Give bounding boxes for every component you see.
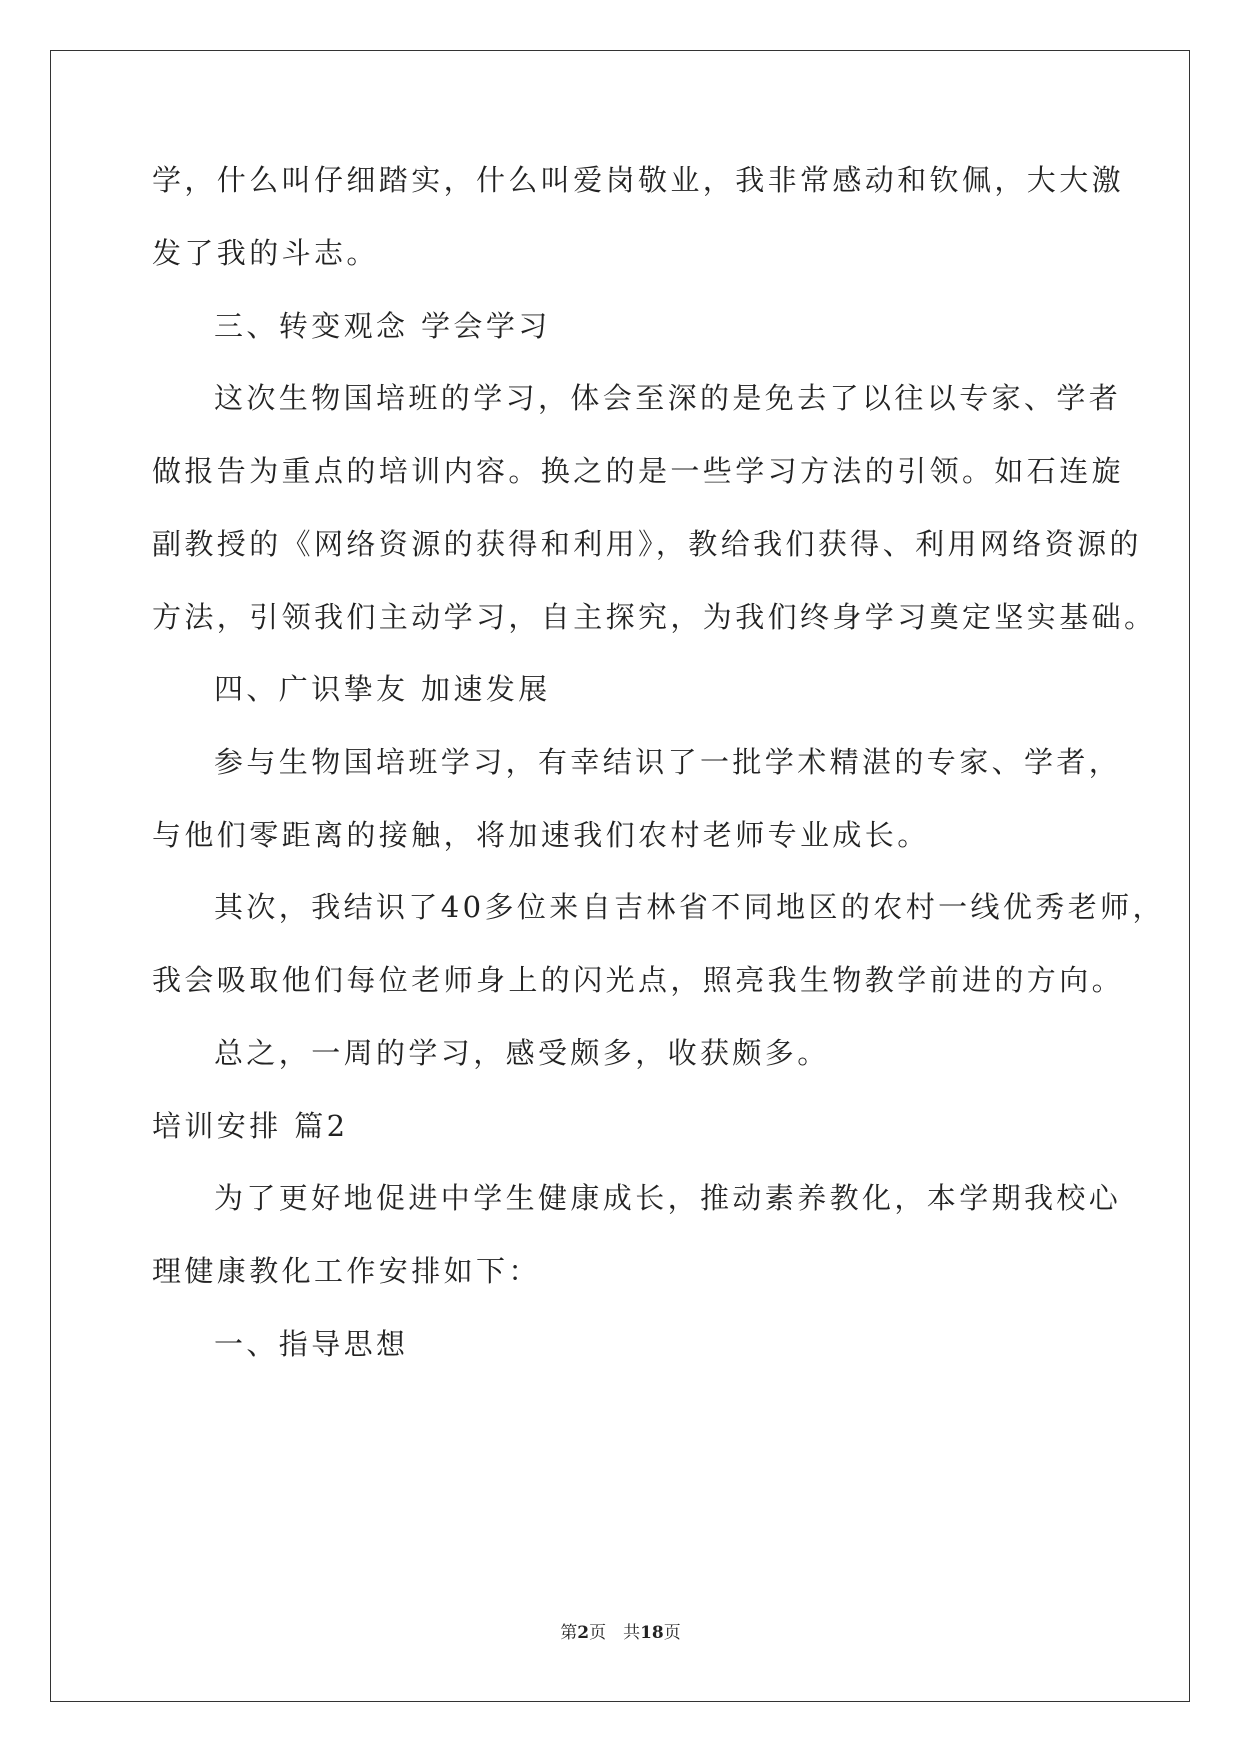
section-heading: 一、指导思想 <box>214 1327 409 1361</box>
total-page-number: 18 <box>640 1623 664 1643</box>
current-page-number: 2 <box>577 1623 590 1643</box>
text-line: 为了更好地促进中学生健康成长，推动素养教化，本学期我校心 <box>214 1181 1122 1215</box>
text-line: 发了我的斗志。 <box>152 236 379 270</box>
text-line: 这次生物国培班的学习，体会至深的是免去了以往以专家、学者 <box>214 381 1122 415</box>
text-line: 理健康教化工作安排如下： <box>152 1254 541 1288</box>
text-line: 做报告为重点的培训内容。换之的是一些学习方法的引领。如石连旋 <box>152 454 1125 488</box>
text-line: 与他们零距离的接触，将加速我们农村老师专业成长。 <box>152 818 930 852</box>
text-line: 方法，引领我们主动学习，自主探究，为我们终身学习奠定坚实基础。 <box>152 600 1157 634</box>
text-line: 我会吸取他们每位老师身上的闪光点，照亮我生物教学前进的方向。 <box>152 963 1125 997</box>
text-line: 副教授的《网络资源的获得和利用》，教给我们获得、利用网络资源的 <box>152 527 1142 561</box>
section-heading: 四、广识挚友 加速发展 <box>214 672 551 706</box>
text-line: 参与生物国培班学习，有幸结识了一批学术精湛的专家、学者， <box>214 745 1122 779</box>
page-number-suffix: 页 <box>663 1623 681 1643</box>
page-footer <box>0 1621 1241 1645</box>
page-border <box>50 50 1190 1702</box>
text-line: 其次，我结识了40多位来自吉林省不同地区的农村一线优秀老师， <box>214 890 1165 924</box>
section-heading: 三、转变观念 学会学习 <box>214 309 551 343</box>
page-number-prefix: 第 <box>560 1623 578 1643</box>
article-title: 培训安排 篇2 <box>152 1109 349 1143</box>
text-line: 总之，一周的学习，感受颇多，收获颇多。 <box>214 1036 830 1070</box>
text-line: 学，什么叫仔细踏实，什么叫爱岗敬业，我非常感动和钦佩，大大激 <box>152 163 1125 197</box>
page-number-separator: 页 共 <box>589 1623 641 1643</box>
